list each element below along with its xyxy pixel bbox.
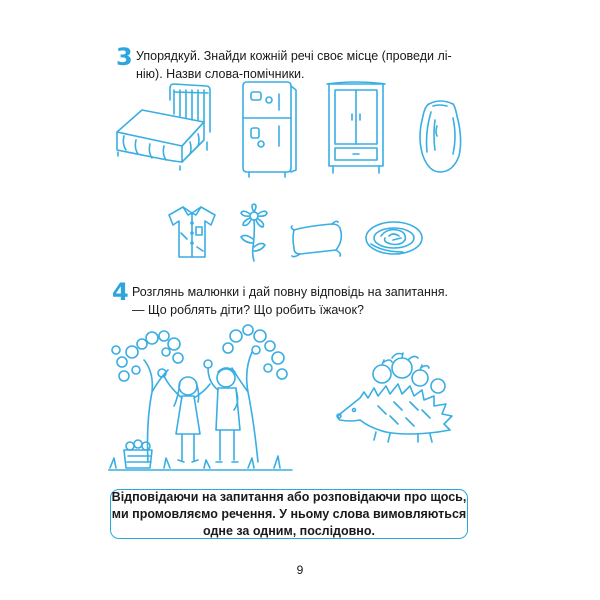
task-4-line-2: — Що роблять діти? Що робить їжачок? [132,303,364,317]
task-3-line-2: нію). Назви слова-помічники. [136,67,305,81]
plate-illustration [363,218,425,258]
hedgehog-with-apples-illustration [330,348,465,448]
flower-illustration [233,203,275,263]
bed-illustration [112,80,217,175]
page-number: 9 [296,563,304,577]
children-picking-apples-illustration [108,322,293,474]
shirt-illustration [163,203,221,261]
refrigerator-illustration [235,80,300,180]
rule-box [110,489,468,539]
rule-text: Відповідаючи на запитання або розповідаючи про щось, ми промовляємо речення. У ньому слова вимовляються одне за одним, послідовно. [111,489,467,538]
task-3-number: 3 [116,43,133,71]
task-3-line-1: Упорядкуй. Знайди кожній речі своє місце (проведи лі- [136,49,452,63]
wardrobe-illustration [325,80,387,180]
task-4-number: 4 [112,278,129,306]
vase-illustration [413,96,468,178]
task-4-line-1: Розглянь малюнки і дай повну відповідь на запитання. [132,285,449,299]
pillow-illustration [288,218,346,258]
